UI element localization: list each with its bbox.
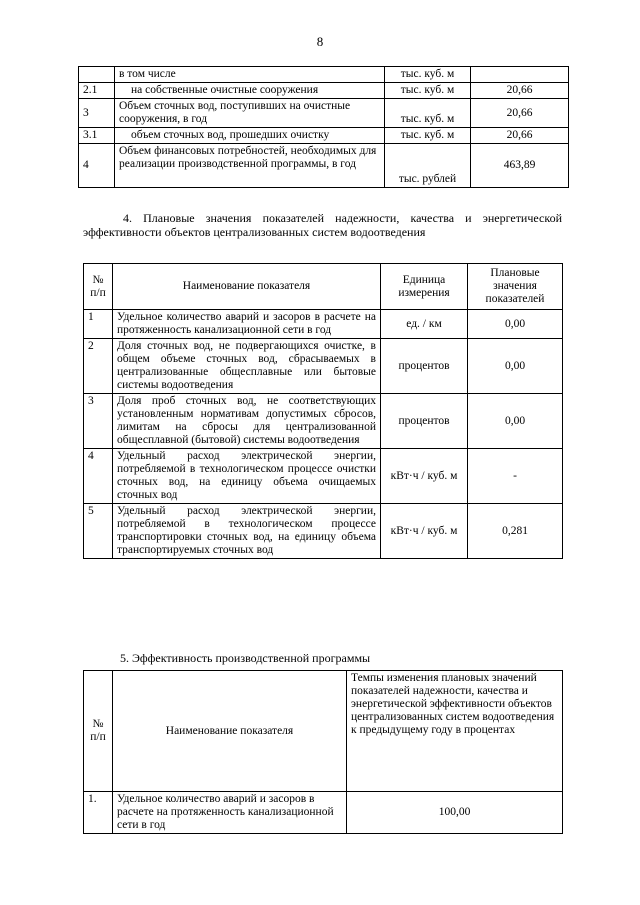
value-cell: 0,00: [468, 394, 563, 449]
table-row: [79, 128, 569, 144]
indicator-name: Объем финансовых потребностей, необходимых для реализации производственной программы, в год: [115, 144, 385, 188]
unit-cell: кВт·ч / куб. м: [381, 449, 468, 504]
table-row: [84, 339, 563, 394]
indicator-name: Объем сточных вод, поступивших на очистные сооружения, в год: [115, 99, 385, 128]
table-row: [79, 83, 569, 99]
table-row: [84, 504, 563, 559]
value-cell: 100,00: [347, 792, 563, 834]
header-value: Плановые значения показателей: [468, 264, 563, 310]
table-row: [79, 144, 569, 188]
page-number: 8: [316, 34, 324, 49]
unit-cell: тыс. куб. м: [385, 83, 471, 99]
indicator-name: Удельный расход электрической энергии, потребляемой в технологическом процессе транспортировки сточных вод, на единицу объема транспортируемых сточных вод: [113, 504, 381, 559]
indicator-name: Удельный расход электрической энергии, потребляемой в технологическом процессе очистки сточных вод, на единицу объема очищаемых сточных вод: [113, 449, 381, 504]
value-cell: 0,281: [468, 504, 563, 559]
indicator-name: Доля сточных вод, не подвергающихся очистке, в общем объеме сточных вод, сбрасываемых в централизованные общесплавные или бытовые системы водоотведения: [113, 339, 381, 394]
indicator-name: Доля проб сточных вод, не соответствующих установленным нормативам допустимых сбросов, лимитам на сбросы для централизованной общесплавной (бытовой) системы водоотведения: [113, 394, 381, 449]
header-num: № п/п: [84, 671, 113, 792]
value-cell: 20,66: [471, 128, 569, 144]
value-cell: 0,00: [468, 310, 563, 339]
program-efficiency-table: [83, 670, 563, 834]
row-number: [79, 67, 115, 83]
row-number: 5: [84, 504, 113, 559]
value-cell: [471, 67, 569, 83]
value-cell: 20,66: [471, 99, 569, 128]
planned-indicators-table: [83, 263, 563, 559]
value-cell: 20,66: [471, 83, 569, 99]
header-value: Темпы изменения плановых значений показателей надежности, качества и энергетической эффективности объектов централизованных систем водоотведения к предыдущему году в процентах: [347, 671, 563, 792]
unit-cell: процентов: [381, 339, 468, 394]
table-row: [84, 310, 563, 339]
header-unit: Единица измерения: [381, 264, 468, 310]
row-number: 1.: [84, 792, 113, 834]
unit-cell: тыс. куб. м: [385, 128, 471, 144]
table-header-row: [84, 671, 563, 792]
row-number: 3.1: [79, 128, 115, 144]
table-row: [79, 99, 569, 128]
row-number: 3: [84, 394, 113, 449]
row-number: 2.1: [79, 83, 115, 99]
indicator-name: Удельное количество аварий и засоров в расчете на протяженность канализационной сети в год: [113, 792, 347, 834]
row-number: 3: [79, 99, 115, 128]
value-cell: 0,00: [468, 339, 563, 394]
header-name: Наименование показателя: [113, 264, 381, 310]
unit-cell: ед. / км: [381, 310, 468, 339]
table-row: [84, 394, 563, 449]
indicator-name: на собственные очистные сооружения: [115, 83, 385, 99]
header-name: Наименование показателя: [113, 671, 347, 792]
row-number: 4: [84, 449, 113, 504]
section-4-title: 4. Плановые значения показателей надежности, качества и энергетической эффективности объектов централизованных систем водоотведения: [83, 211, 562, 239]
table-row: [79, 67, 569, 83]
production-volume-table: [78, 66, 569, 188]
table-header-row: [84, 264, 563, 310]
indicator-name: Удельное количество аварий и засоров в расчете на протяженность канализационной сети в год: [113, 310, 381, 339]
value-cell: 463,89: [471, 144, 569, 188]
unit-cell: кВт·ч / куб. м: [381, 504, 468, 559]
section-5-title: 5. Эффективность производственной программы: [120, 651, 371, 665]
indicator-name: в том числе: [115, 67, 385, 83]
row-number: 1: [84, 310, 113, 339]
row-number: 2: [84, 339, 113, 394]
row-number: 4: [79, 144, 115, 188]
indicator-name: объем сточных вод, прошедших очистку: [115, 128, 385, 144]
unit-cell: тыс. куб. м: [385, 67, 471, 83]
header-num: № п/п: [84, 264, 113, 310]
value-cell: -: [468, 449, 563, 504]
table-row: [84, 792, 563, 834]
table-row: [84, 449, 563, 504]
unit-cell: процентов: [381, 394, 468, 449]
unit-cell: тыс. куб. м: [385, 99, 471, 128]
unit-cell: тыс. рублей: [385, 144, 471, 188]
